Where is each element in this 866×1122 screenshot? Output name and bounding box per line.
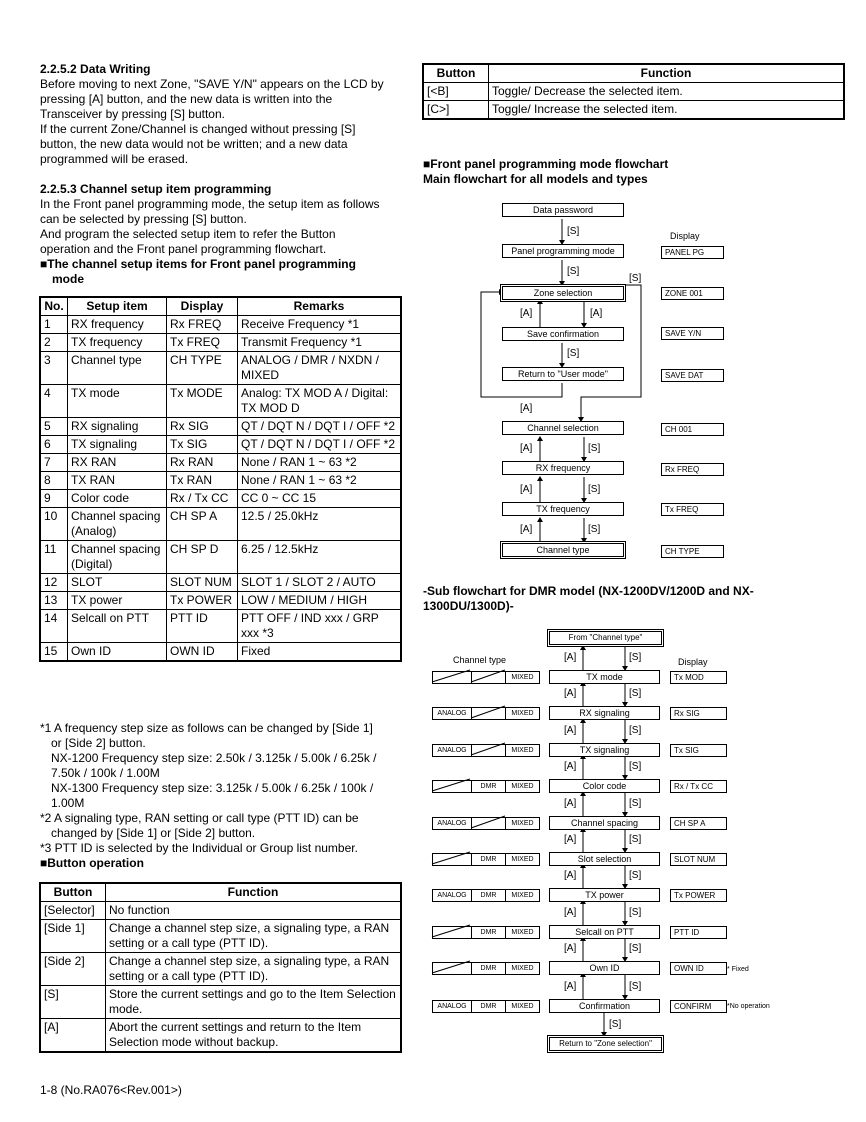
channel-type-cell: MIXED xyxy=(505,1000,540,1013)
display-column-label: Display xyxy=(670,231,700,241)
item-no: 2 xyxy=(40,334,68,352)
channel-type-cell xyxy=(432,671,472,684)
flow-box-rx-frequency: RX frequency xyxy=(502,461,624,475)
key-label-s: [S] xyxy=(567,348,580,359)
col-header: No. xyxy=(40,297,68,316)
item-no: 1 xyxy=(40,316,68,334)
note-line: *2 A signaling type, RAN setting or call type (PTT ID) can be xyxy=(40,811,359,825)
key-label-s: [S] xyxy=(629,870,642,881)
button-function: Toggle/ Decrease the selected item. xyxy=(489,83,845,101)
channel-type-cell xyxy=(471,744,506,757)
sub-display-value: Tx POWER xyxy=(670,889,727,902)
col-header: Display xyxy=(167,297,238,316)
channel-type-cell: DMR xyxy=(471,962,506,975)
setup-items-heading-cont: mode xyxy=(52,272,85,286)
sub-display-value: CH SP A xyxy=(670,817,727,830)
data-writing-title: 2.2.5.2 Data Writing xyxy=(40,62,151,76)
button-function: Toggle/ Increase the selected item. xyxy=(489,101,845,120)
key-label-s: [S] xyxy=(609,1019,622,1030)
channel-type-cell: DMR xyxy=(471,926,506,939)
remarks: Analog: TX MOD A / Digital: TX MOD D xyxy=(238,385,402,418)
sub-display-value: SLOT NUM xyxy=(670,853,727,866)
channel-type-cell: ANALOG xyxy=(432,889,472,902)
key-label-a: [A] xyxy=(564,981,577,992)
note-line: 7.50k / 100k / 1.00M xyxy=(51,766,160,780)
sub-flow-box: TX mode xyxy=(549,670,660,684)
remarks: SLOT 1 / SLOT 2 / AUTO xyxy=(238,574,402,592)
button-name: [<B] xyxy=(423,83,489,101)
key-label-s: [S] xyxy=(629,725,642,736)
setup-item: Selcall on PTT xyxy=(68,610,167,643)
channel-type-cell: ANALOG xyxy=(432,744,472,757)
sub-display-value: OWN ID xyxy=(670,962,727,975)
fixed-note: * Fixed xyxy=(727,966,749,973)
channel-type-cell xyxy=(432,853,472,866)
key-label-a: [A] xyxy=(590,308,603,319)
display-value: Tx FREQ xyxy=(661,503,724,516)
col-header: Setup item xyxy=(68,297,167,316)
display-value: Rx FREQ xyxy=(661,463,724,476)
display-value: SAVE Y/N xyxy=(661,327,724,340)
flow-box-zone-selection: Zone selection xyxy=(500,284,626,302)
page-footer: 1-8 (No.RA076<Rev.001>) xyxy=(40,1083,182,1097)
display-code: CH SP A xyxy=(167,508,238,541)
col-header: Button xyxy=(40,883,106,902)
remarks: Fixed xyxy=(238,643,402,662)
note-line: NX-1200 Frequency step size: 2.50k / 3.125k / 5.00k / 6.25k / xyxy=(51,751,377,765)
sub-display-value: Rx SIG xyxy=(670,707,727,720)
display-value: ZONE 001 xyxy=(661,287,724,300)
item-no: 14 xyxy=(40,610,68,643)
channel-type-cell: DMR xyxy=(471,1000,506,1013)
note-line: changed by [Side 1] or [Side 2] button. xyxy=(51,826,256,840)
key-label-a: [A] xyxy=(520,524,533,535)
display-code: CH SP D xyxy=(167,541,238,574)
setup-item: RX signaling xyxy=(68,418,167,436)
flow-box-from-channel-type: From "Channel type" xyxy=(547,629,664,647)
key-label-a: [A] xyxy=(564,907,577,918)
button-function: Change a channel step size, a signaling type, a RAN setting or a call type (PTT ID). xyxy=(106,920,402,953)
paragraph-line: If the current Zone/Channel is changed without pressing [S] xyxy=(40,122,356,136)
setup-item: Color code xyxy=(68,490,167,508)
button-operation-heading: ■Button operation xyxy=(40,856,144,870)
remarks: 12.5 / 25.0kHz xyxy=(238,508,402,541)
display-value: SAVE DAT xyxy=(661,369,724,382)
key-label-a: [A] xyxy=(520,308,533,319)
note-line: 1.00M xyxy=(51,796,85,810)
display-code: Tx POWER xyxy=(167,592,238,610)
button-name: [A] xyxy=(40,1019,106,1053)
flow-box-channel-type: Channel type xyxy=(500,541,626,559)
setup-item: TX signaling xyxy=(68,436,167,454)
display-code: Tx SIG xyxy=(167,436,238,454)
setup-item: SLOT xyxy=(68,574,167,592)
display-code: Rx SIG xyxy=(167,418,238,436)
item-no: 5 xyxy=(40,418,68,436)
display-code: SLOT NUM xyxy=(167,574,238,592)
key-label-s: [S] xyxy=(567,266,580,277)
flow-box-save-confirmation: Save confirmation xyxy=(502,327,624,341)
sub-flow-box: Channel spacing xyxy=(549,816,660,830)
setup-item: TX frequency xyxy=(68,334,167,352)
display-code: PTT ID xyxy=(167,610,238,643)
display-code: Tx RAN xyxy=(167,472,238,490)
setup-item: Channel spacing (Analog) xyxy=(68,508,167,541)
setup-item: TX mode xyxy=(68,385,167,418)
display-column-label: Display xyxy=(678,657,708,667)
col-header: Function xyxy=(106,883,402,902)
remarks: None / RAN 1 ~ 63 *2 xyxy=(238,472,402,490)
button-function: No function xyxy=(106,902,402,920)
item-no: 15 xyxy=(40,643,68,662)
remarks: LOW / MEDIUM / HIGH xyxy=(238,592,402,610)
remarks: QT / DQT N / DQT I / OFF *2 xyxy=(238,436,402,454)
sub-flowchart-title-cont: 1300DU/1300D)- xyxy=(423,599,514,613)
sub-display-value: CONFIRM xyxy=(670,1000,727,1013)
channel-type-cell xyxy=(432,926,472,939)
button-function: Change a channel step size, a signaling type, a RAN setting or a call type (PTT ID). xyxy=(106,953,402,986)
display-code: OWN ID xyxy=(167,643,238,662)
channel-type-cell xyxy=(471,817,506,830)
sub-flow-box: TX signaling xyxy=(549,743,660,757)
sub-display-value: Rx / Tx CC xyxy=(670,780,727,793)
display-code: Tx FREQ xyxy=(167,334,238,352)
remarks: None / RAN 1 ~ 63 *2 xyxy=(238,454,402,472)
channel-type-cell: MIXED xyxy=(505,962,540,975)
channel-type-cell: MIXED xyxy=(505,707,540,720)
key-label-a: [A] xyxy=(520,484,533,495)
sub-flow-box: Color code xyxy=(549,779,660,793)
col-header: Remarks xyxy=(238,297,402,316)
remarks: 6.25 / 12.5kHz xyxy=(238,541,402,574)
item-no: 3 xyxy=(40,352,68,385)
paragraph-line: Transceiver by pressing [S] button. xyxy=(40,107,225,121)
key-label-a: [A] xyxy=(520,403,533,414)
key-label-s: [S] xyxy=(629,981,642,992)
flow-box-panel-programming: Panel programming mode xyxy=(502,244,624,258)
key-label-s: [S] xyxy=(629,652,642,663)
item-no: 9 xyxy=(40,490,68,508)
key-label-a: [A] xyxy=(564,688,577,699)
channel-type-cell xyxy=(471,707,506,720)
remarks: QT / DQT N / DQT I / OFF *2 xyxy=(238,418,402,436)
col-header: Button xyxy=(423,64,489,83)
sub-display-value: PTT ID xyxy=(670,926,727,939)
channel-type-cell xyxy=(432,780,472,793)
channel-type-cell xyxy=(432,962,472,975)
channel-type-cell: DMR xyxy=(471,853,506,866)
sub-flowchart-title: -Sub flowchart for DMR model (NX-1200DV/1200D and NX- xyxy=(423,584,754,598)
key-label-s: [S] xyxy=(567,226,580,237)
key-label-s: [S] xyxy=(588,443,601,454)
flow-box-channel-selection: Channel selection xyxy=(502,421,624,435)
channel-type-cell: MIXED xyxy=(505,744,540,757)
setup-item: TX power xyxy=(68,592,167,610)
note-line: *1 A frequency step size as follows can be changed by [Side 1] xyxy=(40,721,373,735)
display-code: Tx MODE xyxy=(167,385,238,418)
button-name: [S] xyxy=(40,986,106,1019)
setup-item: TX RAN xyxy=(68,472,167,490)
item-no: 10 xyxy=(40,508,68,541)
key-label-a: [A] xyxy=(564,834,577,845)
button-name: [C>] xyxy=(423,101,489,120)
key-label-s: [S] xyxy=(629,798,642,809)
sub-flow-box: Own ID xyxy=(549,961,660,975)
display-code: CH TYPE xyxy=(167,352,238,385)
display-value: CH TYPE xyxy=(661,545,724,558)
item-no: 12 xyxy=(40,574,68,592)
key-label-a: [A] xyxy=(564,798,577,809)
display-code: Rx / Tx CC xyxy=(167,490,238,508)
setup-item: Channel spacing (Digital) xyxy=(68,541,167,574)
paragraph-line: Before moving to next Zone, "SAVE Y/N" appears on the LCD by xyxy=(40,77,384,91)
flow-box-tx-frequency: TX frequency xyxy=(502,502,624,516)
flowchart-subtitle: Main flowchart for all models and types xyxy=(423,172,648,186)
channel-type-cell: MIXED xyxy=(505,780,540,793)
flow-box-return-zone-selection: Return to "Zone selection" xyxy=(547,1035,664,1053)
setup-item: Own ID xyxy=(68,643,167,662)
channel-type-cell: MIXED xyxy=(505,671,540,684)
channel-type-cell: ANALOG xyxy=(432,707,472,720)
item-no: 13 xyxy=(40,592,68,610)
setup-items-heading: ■The channel setup items for Front panel programming xyxy=(40,257,356,271)
paragraph-line: And program the selected setup item to refer the Button xyxy=(40,227,336,241)
paragraph-line: operation and the Front panel programming flowchart. xyxy=(40,242,327,256)
display-code: Rx RAN xyxy=(167,454,238,472)
sub-flow-box: Slot selection xyxy=(549,852,660,866)
sub-flow-box: RX signaling xyxy=(549,706,660,720)
sub-flowchart-heading xyxy=(423,584,754,614)
paragraph-line: programmed will be erased. xyxy=(40,152,189,166)
paragraph-line: In the Front panel programming mode, the setup item as follows xyxy=(40,197,380,211)
key-label-s: [S] xyxy=(629,943,642,954)
sub-display-value: Tx MOD xyxy=(670,671,727,684)
display-value: CH 001 xyxy=(661,423,724,436)
sub-flow-box: TX power xyxy=(549,888,660,902)
key-label-s: [S] xyxy=(588,484,601,495)
button-name: [Side 2] xyxy=(40,953,106,986)
key-label-a: [A] xyxy=(564,725,577,736)
remarks: ANALOG / DMR / NXDN / MIXED xyxy=(238,352,402,385)
key-label-a: [A] xyxy=(564,870,577,881)
sub-flow-box: Selcall on PTT xyxy=(549,925,660,939)
channel-setup-title: 2.2.5.3 Channel setup item programming xyxy=(40,182,272,196)
item-no: 6 xyxy=(40,436,68,454)
flow-box-data-password: Data password xyxy=(502,203,624,217)
key-label-s: [S] xyxy=(629,834,642,845)
channel-type-cell: MIXED xyxy=(505,889,540,902)
key-label-a: [A] xyxy=(564,943,577,954)
sub-display-value: Tx SIG xyxy=(670,744,727,757)
sub-flow-box: Confirmation xyxy=(549,999,660,1013)
channel-type-label: Channel type xyxy=(453,655,507,665)
item-no: 8 xyxy=(40,472,68,490)
channel-type-cell: MIXED xyxy=(505,853,540,866)
key-label-a: [A] xyxy=(564,761,577,772)
display-code: Rx FREQ xyxy=(167,316,238,334)
key-label-a: [A] xyxy=(564,652,577,663)
button-function: Abort the current settings and return to the Item Selection mode without backup. xyxy=(106,1019,402,1053)
remarks: PTT OFF / IND xxx / GRP xxx *3 xyxy=(238,610,402,643)
no-operation-note: *No operation xyxy=(727,1003,770,1010)
button-function: Store the current settings and go to the Item Selection mode. xyxy=(106,986,402,1019)
key-label-a: [A] xyxy=(520,443,533,454)
button-name: [Selector] xyxy=(40,902,106,920)
key-label-s: [S] xyxy=(588,524,601,535)
setup-item: Channel type xyxy=(68,352,167,385)
paragraph-line: pressing [A] button, and the new data is written into the xyxy=(40,92,333,106)
key-label-s: [S] xyxy=(629,273,642,284)
flowchart-title: ■Front panel programming mode flowchart xyxy=(423,157,669,171)
channel-type-cell xyxy=(471,671,506,684)
setup-item: RX frequency xyxy=(68,316,167,334)
paragraph-line: can be selected by pressing [S] button. xyxy=(40,212,247,226)
remarks: Receive Frequency *1 xyxy=(238,316,402,334)
key-label-s: [S] xyxy=(629,907,642,918)
note-line: NX-1300 Frequency step size: 3.125k / 5.00k / 6.25k / 100k / xyxy=(51,781,374,795)
key-label-s: [S] xyxy=(629,688,642,699)
display-value: PANEL PG xyxy=(661,246,724,259)
item-no: 7 xyxy=(40,454,68,472)
key-label-s: [S] xyxy=(629,761,642,772)
note-line: or [Side 2] button. xyxy=(51,736,146,750)
channel-type-cell: DMR xyxy=(471,889,506,902)
item-no: 11 xyxy=(40,541,68,574)
button-name: [Side 1] xyxy=(40,920,106,953)
channel-type-cell: ANALOG xyxy=(432,817,472,830)
paragraph-line: button, the new data would not be written; and a new data xyxy=(40,137,348,151)
remarks: CC 0 ~ CC 15 xyxy=(238,490,402,508)
channel-type-cell: DMR xyxy=(471,780,506,793)
channel-type-cell: MIXED xyxy=(505,817,540,830)
item-no: 4 xyxy=(40,385,68,418)
remarks: Transmit Frequency *1 xyxy=(238,334,402,352)
flow-box-return-user-mode: Return to "User mode" xyxy=(502,367,624,381)
col-header: Function xyxy=(489,64,845,83)
setup-item: RX RAN xyxy=(68,454,167,472)
channel-type-cell: MIXED xyxy=(505,926,540,939)
channel-type-cell: ANALOG xyxy=(432,1000,472,1013)
note-line: *3 PTT ID is selected by the Individual or Group list number. xyxy=(40,841,358,855)
